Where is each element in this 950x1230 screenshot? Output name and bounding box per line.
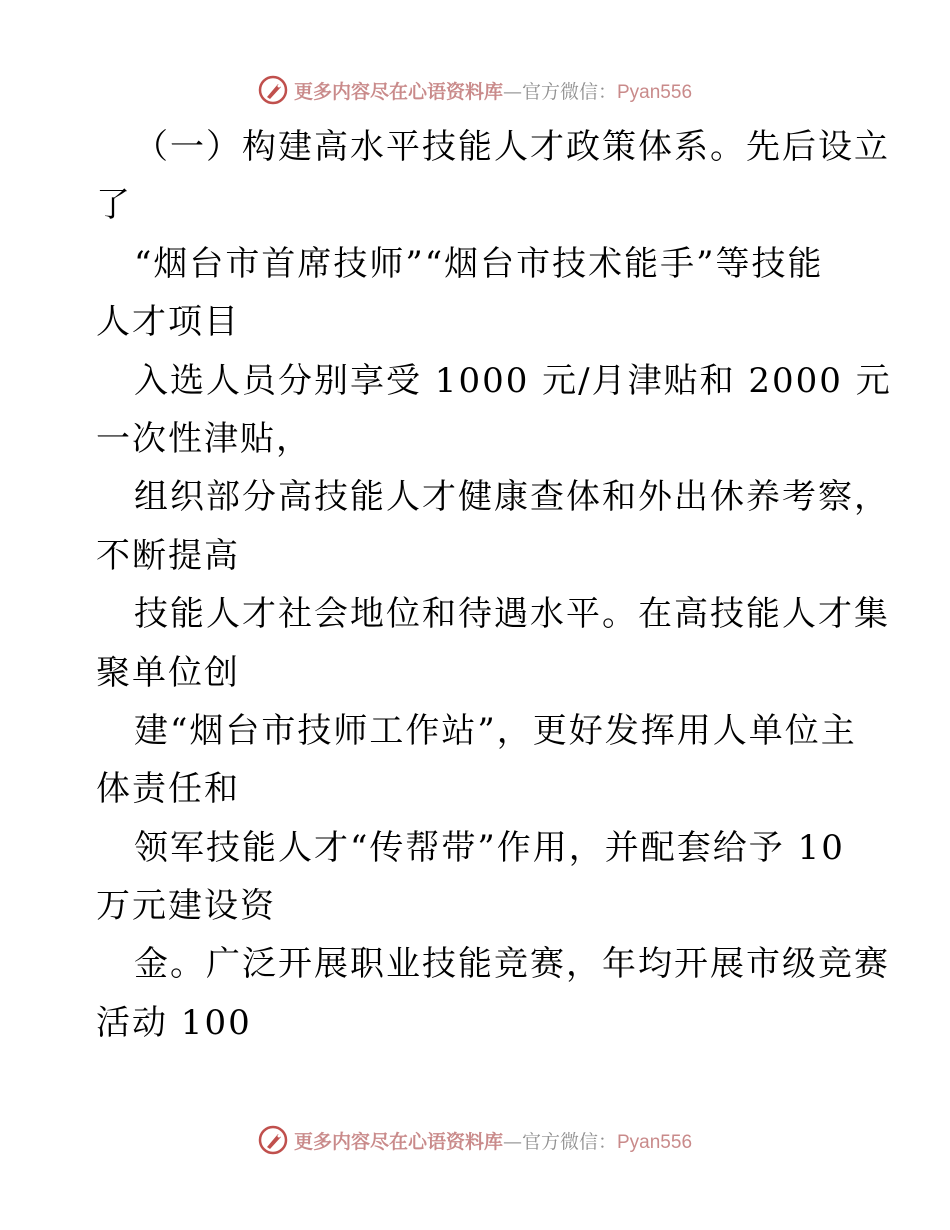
banner-site-text: 更多内容尽在心语资料库	[293, 80, 503, 103]
banner-wechat-label: 官方微信：	[521, 1130, 617, 1153]
body-line: 了	[96, 185, 132, 226]
banner-wechat-id: Pyan556	[617, 81, 693, 103]
body-line: 聚单位创	[96, 652, 240, 693]
body-line: 领军技能人才“传帮带”作用，并配套给予 10	[134, 827, 845, 868]
body-line: 一次性津贴，	[96, 418, 312, 459]
document-body	[96, 118, 892, 1052]
body-line: 金。广泛开展职业技能竞赛，年均开展市级竞赛	[134, 944, 890, 985]
pen-nib-logo-icon	[258, 1125, 288, 1155]
body-line: 人才项目	[96, 302, 240, 343]
banner-text	[294, 77, 692, 104]
pen-nib-logo-icon	[258, 75, 288, 105]
banner-dash: —	[502, 80, 522, 103]
banner-wechat-label: 官方微信：	[521, 80, 617, 103]
body-line: 万元建设资	[96, 886, 276, 927]
body-line: 入选人员分别享受 1000 元/月津贴和 2000 元	[134, 360, 892, 401]
banner-site-text: 更多内容尽在心语资料库	[293, 1130, 503, 1153]
body-line: 组织部分高技能人才健康查体和外出休养考察，	[134, 477, 890, 518]
body-line: 建“烟台市技师工作站”，更好发挥用人单位主	[134, 710, 857, 751]
banner-dash: —	[502, 1130, 522, 1153]
body-line: 体责任和	[96, 769, 240, 810]
body-line: 技能人才社会地位和待遇水平。在高技能人才集	[134, 594, 890, 635]
banner-wechat-id: Pyan556	[617, 1131, 693, 1153]
footer-banner	[0, 1120, 950, 1160]
body-line: 活动 100	[96, 1002, 252, 1043]
body-line: （一）构建高水平技能人才政策体系。先后设立	[134, 127, 890, 167]
body-line: “烟台市首席技师”“烟台市技术能手”等技能	[134, 243, 824, 284]
body-line: 不断提高	[96, 535, 240, 576]
header-banner	[0, 70, 950, 110]
banner-text	[294, 1127, 692, 1154]
